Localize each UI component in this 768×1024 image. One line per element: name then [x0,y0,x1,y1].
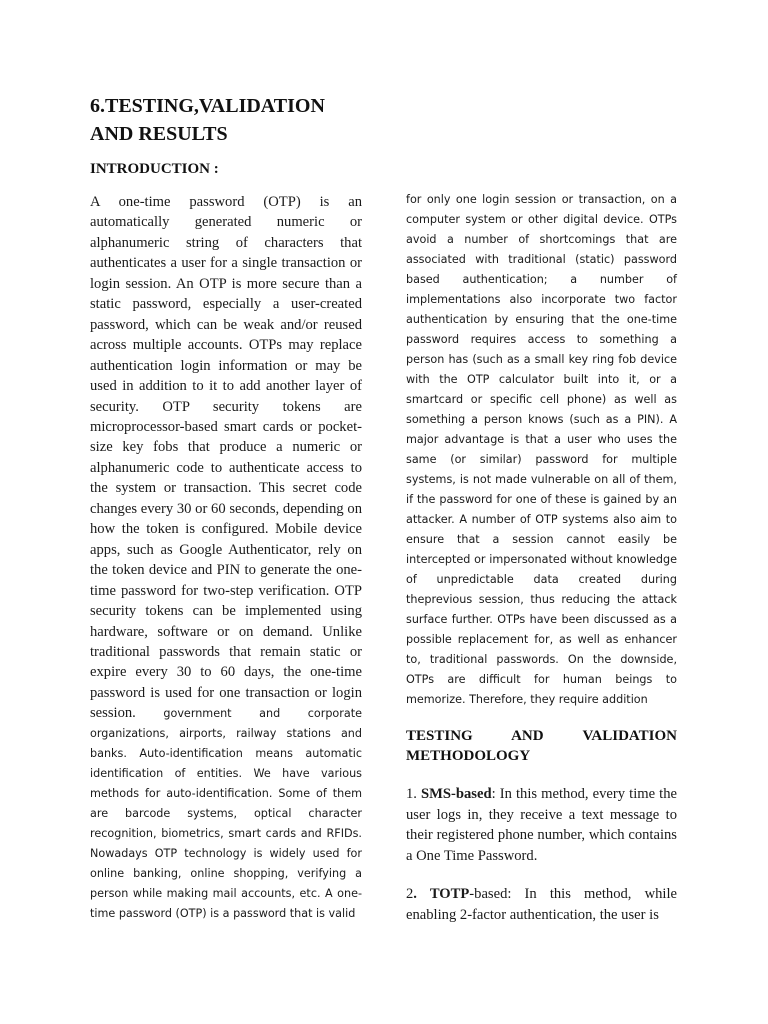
totp-item-number: 2 [406,886,414,902]
right-column [406,190,677,925]
introduction-sans-text: government and corporate organizations, airports, railway stations and banks. Auto-identification means automatic identification of entities. We have various methods for auto-identification. Some of them are barcode systems, optical character recognition, biometrics, smart cards and RFIDs. Nowadays OTP technology is widely used for online banking, online shopping, verifying a person while making mail accounts, etc. A one-time password (OTP) is a password that is valid [90,707,362,921]
sms-based-item [406,784,677,866]
sms-item-text: : In this method, every time the user logs in, they receive a text message to their registered phone number, which contains a One Time Password. [406,786,677,864]
sms-item-term: SMS-based [421,786,492,802]
totp-item-text: -based: In this method, while enabling 2-factor authentication, the user is [406,886,677,923]
totp-item-dot: . [413,886,430,902]
otp-continuation-paragraph: for only one login session or transaction, on a computer system or other digital device. OTPs avoid a number of shortcomings that are associated with traditional (static) password based authentication; a number of implementations also incorporate two factor authentication by ensuring that the one-time password requires access to something a person has (such as a small key ring fob device with the OTP calculator built into it, or a smartcard or specific cell phone) as well as something a person knows (such as a PIN). A major advantage is that a user who uses the same (or similar) password for multiple systems, is not made vulnerable on all of them, if the password for one of these is gained by an attacker. A number of OTP systems also aim to ensure that a session cannot easily be intercepted or impersonated without knowledge of unpredictable data created during theprevious session, thus reducing the attack surface further. OTPs have been discussed as a possible replacement for, as well as enhancer to, traditional passwords. On the downside, OTPs are difficult for human beings to memorize. Therefore, they require addition [406,193,677,706]
totp-item-term: TOTP [429,886,470,902]
sms-item-number: 1. [406,786,422,802]
testing-validation-heading: TESTING AND VALIDATION METHODOLOGY [406,728,677,764]
page-title: 6.TESTING,VALIDATION AND RESULTS [90,95,325,145]
introduction-paragraph [90,192,362,924]
totp-based-item [406,884,677,925]
left-column [90,192,362,924]
introduction-heading: INTRODUCTION : [90,161,219,177]
introduction-serif-text: A one-time password (OTP) is an automatically generated numeric or alphanumeric string of characters that authenticates a user for a single transaction or login session. An OTP is more secure than a static password, especially a user-created password, which can be weak and/or reused across multiple accounts. OTPs may replace authentication login information or may be used in addition to it to add another layer of security. OTP security tokens are microprocessor-based smart cards or pocket-size key fobs that produce a numeric or alphanumeric code to authenticate access to the system or transaction. This secret code changes every 30 or 60 seconds, depending on how the token is configured. Mobile device apps, such as Google Authenticator, rely on the token device and PIN to generate the one-time password for two-step verification. OTP security tokens can be implemented using hardware, software or on demand. Unlike traditional passwords that remain static or expire every 30 to 60 days, the one-time password is used for one transaction or login session. [90,194,362,722]
